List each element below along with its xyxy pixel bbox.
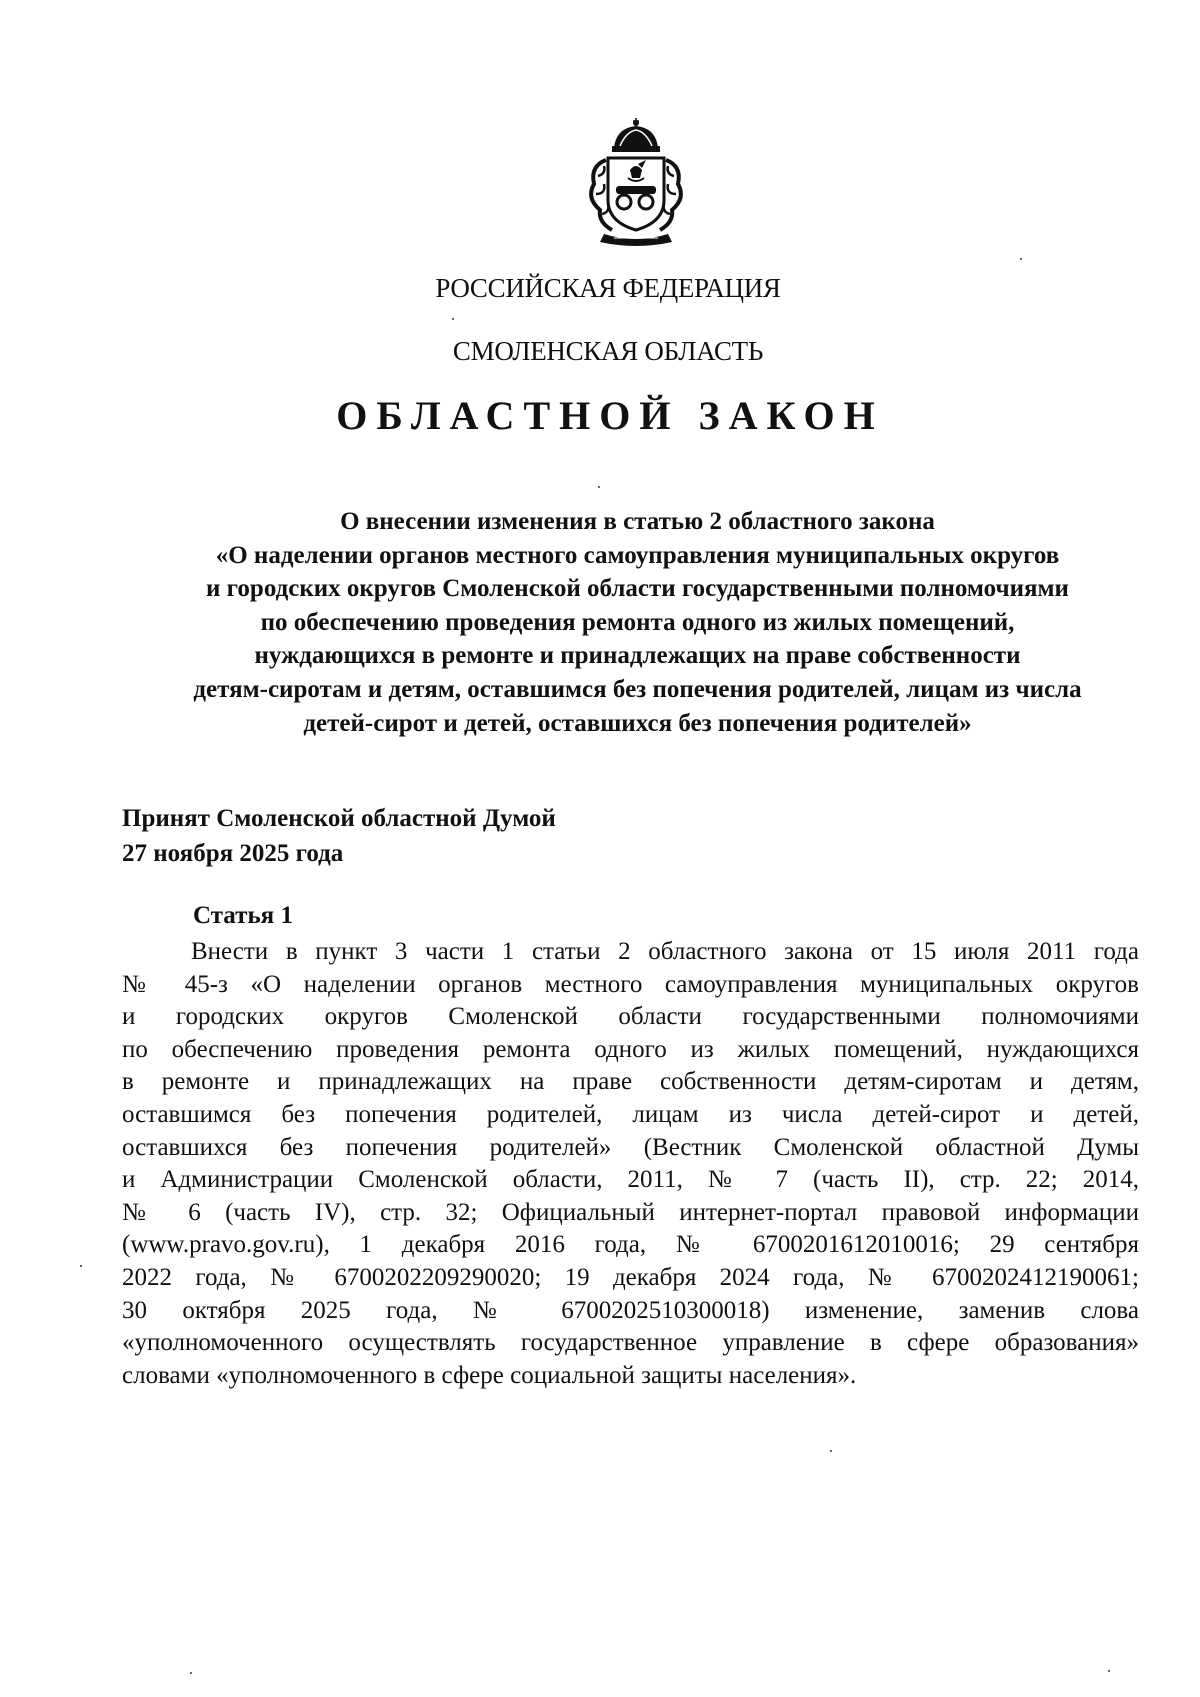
law-title-line: О внесении изменения в статью 2 областного закона xyxy=(340,508,935,535)
article-line: и Администрации Смоленской области, 2011, № 7 (часть II), стр. 22; 2014, xyxy=(122,1166,1139,1194)
article-line: № 6 (часть IV), стр. 32; Официальный интернет-портал правовой информации xyxy=(122,1198,1139,1226)
law-title-line: «О наделении органов местного самоуправления муниципальных округов xyxy=(215,541,1060,569)
article-line: 30 октября 2025 года, № 6700202510300018) изменение, заменив слова xyxy=(122,1296,1139,1324)
law-title-line: и городских округов Смоленской области государственными полномочиями xyxy=(206,575,1069,603)
federation-heading: РОССИЙСКАЯ ФЕДЕРАЦИЯ xyxy=(435,273,781,303)
law-title xyxy=(130,505,1145,740)
article-line: 2022 года, № 6700202209290020; 19 декабря 2024 года, № 6700202412190061; xyxy=(122,1263,1139,1291)
article-line: № 45-з «О наделении органов местного самоуправления муниципальных округов xyxy=(122,970,1139,998)
law-title-line: нуждающихся в ремонте и принадлежащих на праве собственности xyxy=(254,642,1021,670)
smolensk-coat-of-arms-icon xyxy=(576,118,696,248)
adoption-info xyxy=(122,801,556,871)
article-line: в ремонте и принадлежащих на праве собственности детям-сиротам и детям, xyxy=(122,1068,1139,1096)
article-line: оставшихся без попечения родителей» (Вестник Смоленской областной Думы xyxy=(122,1133,1139,1161)
law-title-line: по обеспечению проведения ремонта одного из жилых помещений, xyxy=(260,608,1015,636)
scan-speck xyxy=(1108,1670,1110,1672)
scan-speck xyxy=(190,1672,192,1674)
law-title-line: детей-сирот и детей, оставшихся без попечения родителей» xyxy=(303,709,972,737)
article-line: оставшимся без попечения родителей, лицам из числа детей-сирот и детей, xyxy=(122,1100,1139,1128)
article-line: словами «уполномоченного в сфере социальной защиты населения». xyxy=(122,1361,857,1389)
adoption-body: Принят Смоленской областной Думой xyxy=(122,805,556,832)
law-title-line: детям-сиротам и детям, оставшимся без попечения родителей, лицам из числа xyxy=(193,675,1082,703)
scan-speck xyxy=(452,318,454,320)
scan-speck xyxy=(80,1265,82,1267)
scan-speck xyxy=(1020,258,1022,260)
law-type-heading: ОБЛАСТНОЙ ЗАКОН xyxy=(336,393,884,438)
article-line: «уполномоченного осуществлять государственное управление в сфере образования» xyxy=(122,1329,1139,1357)
article-body xyxy=(122,936,1139,1392)
article-heading: Статья 1 xyxy=(193,902,293,929)
article-line: по обеспечению проведения ремонта одного из жилых помещений, нуждающихся xyxy=(122,1035,1139,1063)
article-line: и городских округов Смоленской области государственными полномочиями xyxy=(122,1003,1139,1031)
article-line: (www.pravo.gov.ru), 1 декабря 2016 года, № 6700201612010016; 29 сентября xyxy=(122,1231,1139,1259)
region-heading: СМОЛЕНСКАЯ ОБЛАСТЬ xyxy=(452,336,764,366)
article-line: Внести в пункт 3 части 1 статьи 2 областного закона от 15 июля 2011 года xyxy=(191,938,1139,965)
scan-speck xyxy=(830,1450,832,1452)
scan-speck xyxy=(598,486,600,488)
adoption-date: 27 ноября 2025 года xyxy=(122,840,344,867)
